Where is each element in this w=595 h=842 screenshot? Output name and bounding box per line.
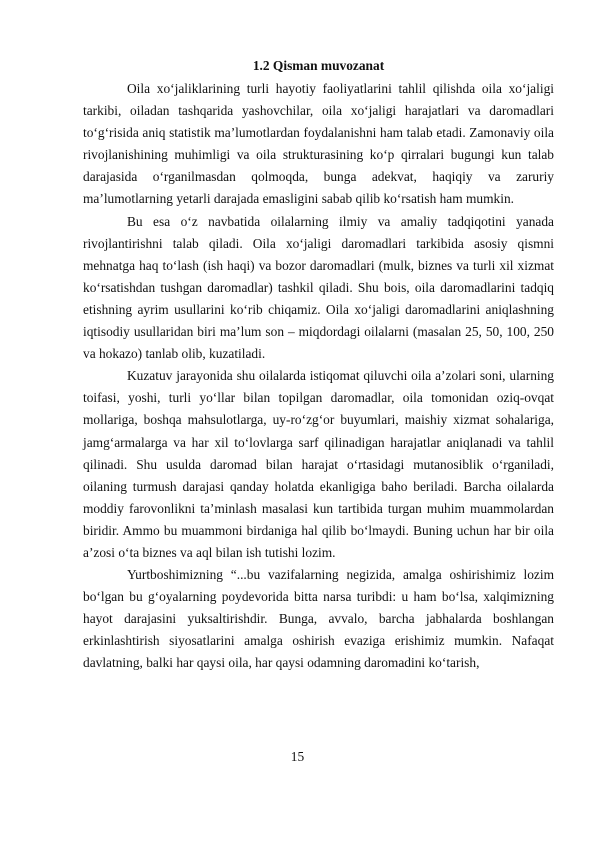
paragraph-4: Yurtboshimizning “...bu vazifalarning negizida, amalga oshirishimiz lozim bo‘lgan bu g‘oyalarning poydevorida bitta narsa turibdi: u ham bo‘lsa, xalqimizning hayot darajasini yuksaltirishdir. Bunga, avvalo, barcha jabhalarda boshlangan erkinlashtirish siyosatlarini amalga oshirish evaziga erishimiz mumkin. Nafaqat davlatning, balki har qaysi oila, har qaysi odamning daromadini ko‘tarish, [83, 567, 554, 671]
paragraph-3: Kuzatuv jarayonida shu oilalarda istiqomat qiluvchi oila a’zolari soni, ularning toifasi, yoshi, turli yo‘llar bilan topilgan daromadlar, oila tomonidan oziq-ovqat mollariga, boshqa mahsulotlarga, uy-ro‘zg‘or buyumlari, maishiy xizmat sohalariga, jamg‘armalarga va har xil to‘lovlarga sarf qilinadigan harajatlar aniqlanadi va tahlil qilinadi. Shu usulda daromad bilan harajat o‘rtasidagi mutanosiblik o‘rganiladi, oilaning turmush darajasi qanday holatda ekanligiga baho beriladi. Barcha oilalarda moddiy farovonlikni ta’minlash masalasi kun tartibida turgan muhim muammolardan biridir. Ammo bu muammoni birdaniga hal qilib bo‘lmaydi. Buning uchun har bir oila a’zosi o‘ta biznes va aql bilan ish tutishi lozim. [83, 368, 554, 560]
paragraph-2: Bu esa o‘z navbatida oilalarning ilmiy va amaliy tadqiqotini yanada rivojlantirishni talab qiladi. Oila xo‘jaligi daromadlari tarkibida asosiy qismni mehnatga haq to‘lash (ish haqi) va bozor daromadlari (mulk, biznes va turli xil xizmat ko‘rsatishdan tushgan daromadlar) tashkil qiladi. Shu bois, oila daromadlarini tadqiq etishning ayrim usullarini ko‘rib chiqamiz. Oila xo‘jaligi daromadlarini aniqlashning iqtisodiy usullaridan biri ma’lum son – miqdordagi oilalarni (masalan 25, 50, 100, 250 va hokazo) tanlab olib, kuzatiladi. [83, 213, 554, 362]
page-number: 15 [290, 749, 305, 764]
document-page [83, 56, 554, 675]
section-heading: 1.2 Qisman muvozanat [252, 58, 385, 73]
paragraph-1: Oila xo‘jaliklarining turli hayotiy faoliyatlarini tahlil qilishda oila xo‘jaligi tarkibi, oiladan tashqarida yashovchilar, oila xo‘jaligi harajatlari va daromadlari to‘g‘risida aniq statistik ma’lumotlardan foydalanishni ham talab etadi. Zamonaviy oila rivojlanishining muhimligi va oila strukturasining ko‘p qirralari bugungi kun talab darajasida o‘rganilmasdan qolmoqda, bunga adekvat, haqiqiy va zaruriy ma’lumotlarning yetarli darajada emasligini sabab qilib ko‘rsatish ham mumkin. [83, 81, 554, 207]
